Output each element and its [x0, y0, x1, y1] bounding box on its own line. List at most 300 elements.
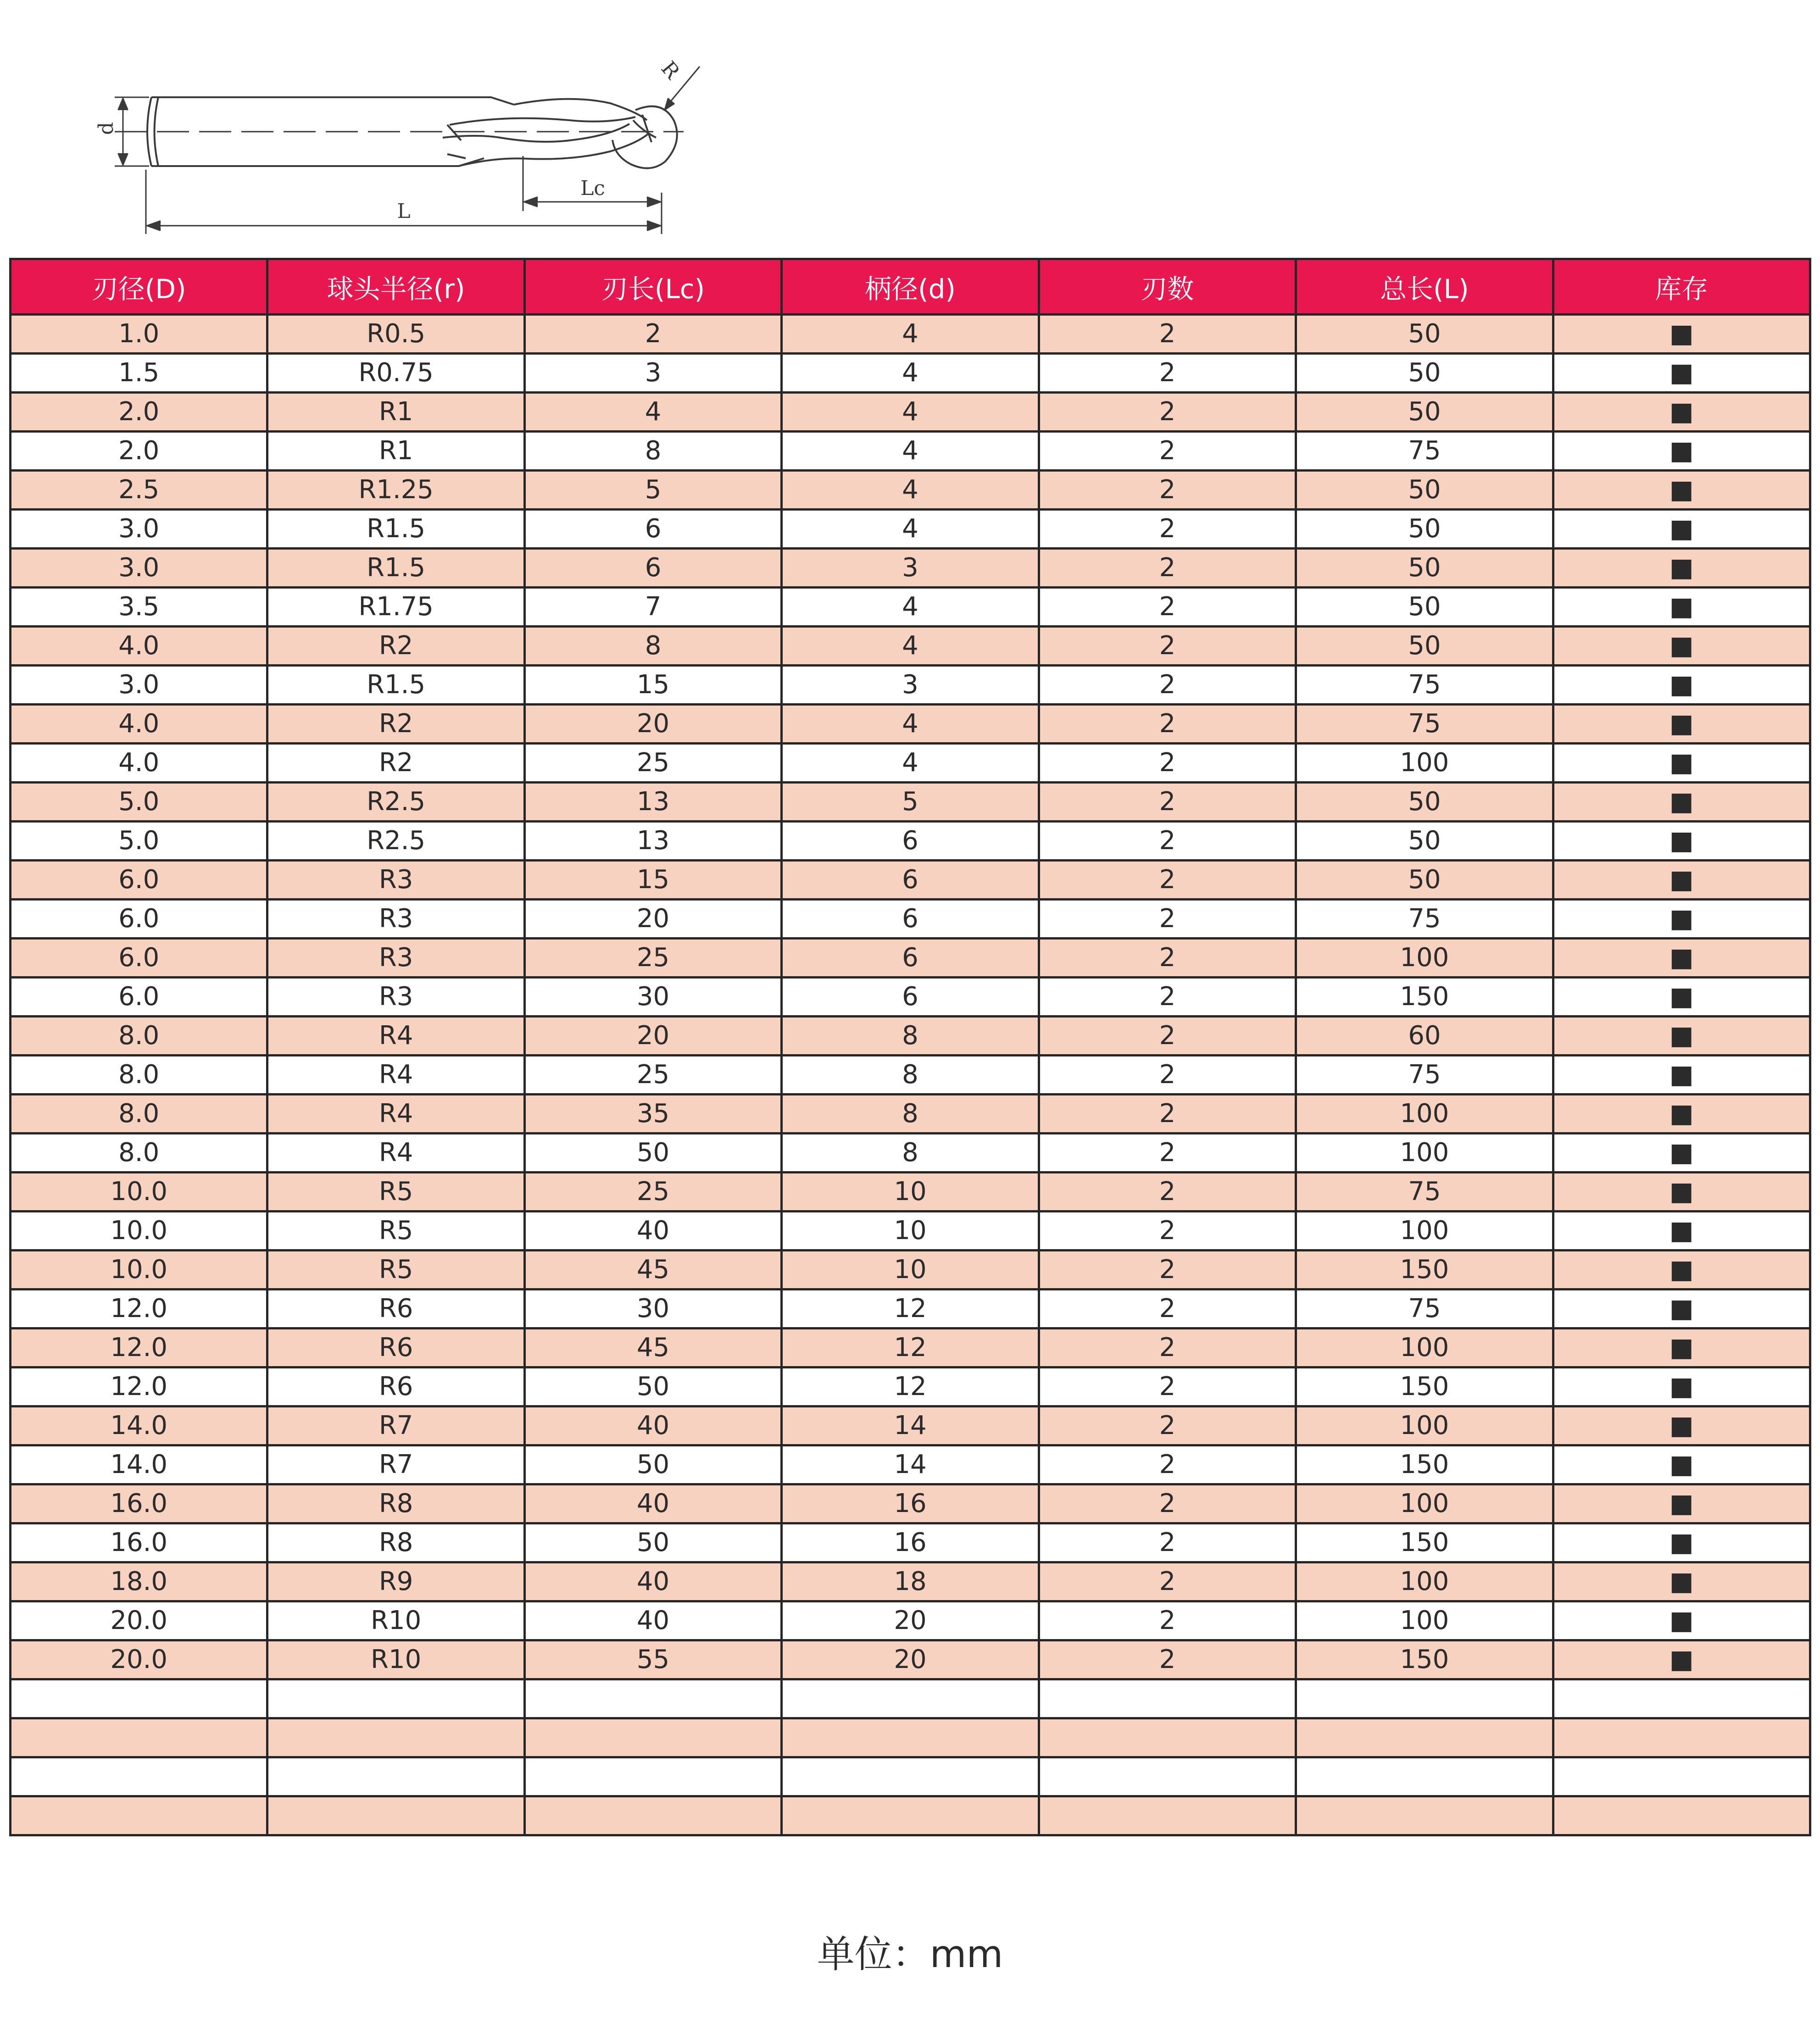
- table-row: [11, 1095, 1810, 1134]
- cell-stock: ■: [1553, 1601, 1810, 1640]
- cell-ball-radius: R2: [267, 627, 524, 666]
- cell-shank-diameter: 6: [782, 939, 1039, 978]
- flute-lower: [443, 124, 649, 166]
- cell-shank-diameter: 4: [782, 588, 1039, 627]
- table-row: [11, 822, 1810, 861]
- cell-ball-radius: R2: [267, 744, 524, 783]
- cell-blade-length: 6: [524, 549, 781, 588]
- cell-overall-length: 100: [1296, 1562, 1553, 1601]
- cell-blade-length: 20: [524, 705, 781, 744]
- cell-overall-length: 50: [1296, 549, 1553, 588]
- cell-shank-diameter: 8: [782, 1017, 1039, 1056]
- cell-blade-diameter: 6.0: [11, 978, 267, 1017]
- cell-ball-radius: R4: [267, 1056, 524, 1095]
- cell-blade-diameter: 3.0: [11, 666, 267, 705]
- cell-stock: ■: [1553, 783, 1810, 822]
- table-row: [11, 1601, 1810, 1640]
- cell-flute-count: 2: [1039, 432, 1296, 471]
- table-row: [11, 315, 1810, 354]
- cell-blade-diameter: 5.0: [11, 783, 267, 822]
- cell-overall-length: [1296, 1796, 1553, 1835]
- cell-stock: [1553, 1679, 1810, 1718]
- cell-flute-count: 2: [1039, 1368, 1296, 1406]
- cell-overall-length: 75: [1296, 666, 1553, 705]
- cell-shank-diameter: 10: [782, 1173, 1039, 1212]
- cell-overall-length: 50: [1296, 354, 1553, 393]
- cell-blade-length: [524, 1796, 781, 1835]
- cell-ball-radius: R5: [267, 1251, 524, 1290]
- cell-blade-length: 55: [524, 1640, 781, 1679]
- flute-edge-lines: [447, 125, 466, 158]
- cell-stock: ■: [1553, 1445, 1810, 1484]
- header-shank-diameter: 柄径(d): [782, 259, 1039, 315]
- cell-flute-count: [1039, 1757, 1296, 1796]
- table-row: [11, 354, 1810, 393]
- cell-blade-diameter: 10.0: [11, 1212, 267, 1251]
- table-row: [11, 900, 1810, 939]
- cell-blade-length: 35: [524, 1095, 781, 1134]
- cell-ball-radius: R10: [267, 1640, 524, 1679]
- cell-blade-diameter: [11, 1718, 267, 1757]
- table-row: [11, 393, 1810, 432]
- cell-blade-length: 25: [524, 744, 781, 783]
- L-arrow-right: [647, 221, 660, 230]
- cell-stock: ■: [1553, 1368, 1810, 1406]
- cell-flute-count: 2: [1039, 822, 1296, 861]
- cell-overall-length: 100: [1296, 1095, 1553, 1134]
- cell-ball-radius: R8: [267, 1523, 524, 1562]
- cell-overall-length: 150: [1296, 978, 1553, 1017]
- ball-end-inner: [633, 115, 656, 142]
- table-row: [11, 549, 1810, 588]
- cell-stock: ■: [1553, 900, 1810, 939]
- cell-shank-diameter: 6: [782, 978, 1039, 1017]
- R-arrow: [665, 98, 674, 109]
- cell-flute-count: 2: [1039, 1134, 1296, 1173]
- cell-overall-length: 150: [1296, 1640, 1553, 1679]
- cell-ball-radius: R3: [267, 861, 524, 900]
- cell-ball-radius: R3: [267, 900, 524, 939]
- table-row: [11, 939, 1810, 978]
- cell-ball-radius: R7: [267, 1406, 524, 1445]
- cell-blade-diameter: 4.0: [11, 627, 267, 666]
- cell-shank-diameter: 12: [782, 1290, 1039, 1329]
- cell-blade-length: 8: [524, 627, 781, 666]
- cell-ball-radius: R10: [267, 1601, 524, 1640]
- cell-shank-diameter: 14: [782, 1445, 1039, 1484]
- cell-blade-diameter: 12.0: [11, 1368, 267, 1406]
- cell-overall-length: 50: [1296, 315, 1553, 354]
- cell-overall-length: 50: [1296, 510, 1553, 549]
- cell-blade-length: 30: [524, 978, 781, 1017]
- cell-overall-length: 100: [1296, 1329, 1553, 1368]
- header-blade-length: 刃长(Lc): [524, 259, 781, 315]
- cell-stock: ■: [1553, 315, 1810, 354]
- cell-flute-count: [1039, 1679, 1296, 1718]
- Lc-arrow-left: [525, 197, 538, 206]
- cell-shank-diameter: 3: [782, 549, 1039, 588]
- table-row: [11, 588, 1810, 627]
- cell-overall-length: [1296, 1757, 1553, 1796]
- cell-overall-length: 60: [1296, 1017, 1553, 1056]
- cell-overall-length: [1296, 1679, 1553, 1718]
- table-row: [11, 432, 1810, 471]
- cell-flute-count: 2: [1039, 1601, 1296, 1640]
- cell-flute-count: 2: [1039, 1251, 1296, 1290]
- cell-blade-diameter: 8.0: [11, 1095, 267, 1134]
- table-row: [11, 1640, 1810, 1679]
- cell-ball-radius: R0.5: [267, 315, 524, 354]
- cell-stock: ■: [1553, 1017, 1810, 1056]
- shank-chamfer-end: [147, 97, 158, 166]
- cell-overall-length: 150: [1296, 1445, 1553, 1484]
- cell-stock: ■: [1553, 666, 1810, 705]
- cell-blade-diameter: 12.0: [11, 1329, 267, 1368]
- cell-ball-radius: R3: [267, 939, 524, 978]
- header-flute-count: 刃数: [1039, 259, 1296, 315]
- cell-blade-diameter: 3.0: [11, 549, 267, 588]
- cell-stock: ■: [1553, 1173, 1810, 1212]
- cell-stock: [1553, 1718, 1810, 1757]
- cell-ball-radius: R9: [267, 1562, 524, 1601]
- cell-blade-length: 45: [524, 1251, 781, 1290]
- cell-ball-radius: R2: [267, 705, 524, 744]
- cell-ball-radius: R0.75: [267, 354, 524, 393]
- cell-ball-radius: R1.5: [267, 549, 524, 588]
- cell-flute-count: 2: [1039, 1640, 1296, 1679]
- cell-stock: ■: [1553, 510, 1810, 549]
- cell-flute-count: 2: [1039, 978, 1296, 1017]
- table-row: [11, 1406, 1810, 1445]
- cell-ball-radius: R6: [267, 1290, 524, 1329]
- table-row: [11, 1017, 1810, 1056]
- cell-blade-length: 30: [524, 1290, 781, 1329]
- cell-shank-diameter: 4: [782, 393, 1039, 432]
- cell-blade-length: 40: [524, 1406, 781, 1445]
- table-row: [11, 1173, 1810, 1212]
- cell-blade-diameter: 3.5: [11, 588, 267, 627]
- cell-shank-diameter: 5: [782, 783, 1039, 822]
- table-row: [11, 783, 1810, 822]
- cell-shank-diameter: 4: [782, 432, 1039, 471]
- cell-blade-diameter: 10.0: [11, 1173, 267, 1212]
- header-overall-length: 总长(L): [1296, 259, 1553, 315]
- cell-ball-radius: R7: [267, 1445, 524, 1484]
- cell-flute-count: 2: [1039, 588, 1296, 627]
- cell-overall-length: 100: [1296, 744, 1553, 783]
- cell-ball-radius: R4: [267, 1017, 524, 1056]
- table-row: [11, 1796, 1810, 1835]
- cell-blade-diameter: 3.0: [11, 510, 267, 549]
- cell-overall-length: 75: [1296, 1290, 1553, 1329]
- cell-overall-length: 50: [1296, 393, 1553, 432]
- cell-stock: ■: [1553, 1056, 1810, 1095]
- cell-stock: ■: [1553, 822, 1810, 861]
- cell-overall-length: 50: [1296, 627, 1553, 666]
- table-row: [11, 1056, 1810, 1095]
- cell-stock: ■: [1553, 432, 1810, 471]
- cell-blade-diameter: 4.0: [11, 744, 267, 783]
- table-body: [11, 315, 1810, 1835]
- cell-stock: ■: [1553, 1095, 1810, 1134]
- cell-ball-radius: R1.5: [267, 510, 524, 549]
- cell-blade-diameter: 20.0: [11, 1640, 267, 1679]
- table-header-row: [11, 259, 1810, 315]
- cell-stock: ■: [1553, 1406, 1810, 1445]
- cell-overall-length: 50: [1296, 783, 1553, 822]
- cell-stock: ■: [1553, 627, 1810, 666]
- cell-ball-radius: R1: [267, 393, 524, 432]
- cell-blade-diameter: 6.0: [11, 900, 267, 939]
- cell-stock: ■: [1553, 744, 1810, 783]
- cell-overall-length: 150: [1296, 1368, 1553, 1406]
- cell-blade-length: 2: [524, 315, 781, 354]
- cell-blade-diameter: 8.0: [11, 1134, 267, 1173]
- cell-flute-count: 2: [1039, 900, 1296, 939]
- table-row: [11, 471, 1810, 510]
- cell-blade-diameter: [11, 1679, 267, 1718]
- d-label: d: [95, 122, 118, 135]
- cell-blade-length: 45: [524, 1329, 781, 1368]
- cell-blade-diameter: 5.0: [11, 822, 267, 861]
- cell-shank-diameter: 8: [782, 1056, 1039, 1095]
- cell-blade-length: 15: [524, 861, 781, 900]
- cell-ball-radius: R3: [267, 978, 524, 1017]
- cell-blade-length: 15: [524, 666, 781, 705]
- table-row: [11, 1523, 1810, 1562]
- table-row: [11, 627, 1810, 666]
- cell-flute-count: 2: [1039, 510, 1296, 549]
- table-row: [11, 1484, 1810, 1523]
- cell-blade-diameter: 14.0: [11, 1445, 267, 1484]
- cell-overall-length: 100: [1296, 1406, 1553, 1445]
- cell-flute-count: 2: [1039, 744, 1296, 783]
- cell-overall-length: 75: [1296, 705, 1553, 744]
- specification-table: [9, 258, 1811, 1836]
- table-row: [11, 1212, 1810, 1251]
- cell-flute-count: 2: [1039, 705, 1296, 744]
- cell-stock: ■: [1553, 1484, 1810, 1523]
- table-row: [11, 1329, 1810, 1368]
- cell-shank-diameter: [782, 1718, 1039, 1757]
- cell-stock: ■: [1553, 1251, 1810, 1290]
- cell-shank-diameter: 6: [782, 822, 1039, 861]
- cell-ball-radius: [267, 1718, 524, 1757]
- header-blade-diameter: 刃径(D): [11, 259, 267, 315]
- cell-shank-diameter: 16: [782, 1523, 1039, 1562]
- cell-shank-diameter: 10: [782, 1251, 1039, 1290]
- cell-flute-count: 2: [1039, 861, 1296, 900]
- cell-overall-length: [1296, 1718, 1553, 1757]
- cell-overall-length: 50: [1296, 861, 1553, 900]
- cell-blade-length: 25: [524, 1056, 781, 1095]
- cell-shank-diameter: 4: [782, 510, 1039, 549]
- cell-shank-diameter: 12: [782, 1368, 1039, 1406]
- cell-flute-count: 2: [1039, 1406, 1296, 1445]
- cell-blade-diameter: 14.0: [11, 1406, 267, 1445]
- cell-blade-length: 6: [524, 510, 781, 549]
- ball-end-mill-diagram: [0, 0, 780, 257]
- cell-shank-diameter: 4: [782, 705, 1039, 744]
- table-row: [11, 744, 1810, 783]
- cell-stock: ■: [1553, 549, 1810, 588]
- cell-blade-diameter: 1.5: [11, 354, 267, 393]
- cell-stock: ■: [1553, 1212, 1810, 1251]
- table-row: [11, 1679, 1810, 1718]
- cell-blade-diameter: [11, 1757, 267, 1796]
- cell-ball-radius: [267, 1757, 524, 1796]
- cell-blade-length: 50: [524, 1368, 781, 1406]
- cell-stock: ■: [1553, 978, 1810, 1017]
- table-row: [11, 1251, 1810, 1290]
- cell-stock: ■: [1553, 939, 1810, 978]
- cell-blade-diameter: 16.0: [11, 1523, 267, 1562]
- cell-shank-diameter: 4: [782, 354, 1039, 393]
- cell-stock: ■: [1553, 354, 1810, 393]
- cell-overall-length: 100: [1296, 1601, 1553, 1640]
- cell-overall-length: 50: [1296, 822, 1553, 861]
- cell-stock: ■: [1553, 1329, 1810, 1368]
- cell-flute-count: 2: [1039, 939, 1296, 978]
- cell-shank-diameter: 16: [782, 1484, 1039, 1523]
- cell-ball-radius: [267, 1679, 524, 1718]
- cell-overall-length: 100: [1296, 1484, 1553, 1523]
- cell-ball-radius: R1.25: [267, 471, 524, 510]
- cell-flute-count: 2: [1039, 1445, 1296, 1484]
- cell-blade-length: 7: [524, 588, 781, 627]
- cell-blade-length: 5: [524, 471, 781, 510]
- cell-ball-radius: R6: [267, 1329, 524, 1368]
- cell-shank-diameter: 8: [782, 1134, 1039, 1173]
- cell-blade-length: 40: [524, 1484, 781, 1523]
- cell-flute-count: 2: [1039, 783, 1296, 822]
- cell-overall-length: 150: [1296, 1251, 1553, 1290]
- cell-shank-diameter: 3: [782, 666, 1039, 705]
- cell-blade-diameter: 8.0: [11, 1017, 267, 1056]
- cell-flute-count: 2: [1039, 354, 1296, 393]
- cell-flute-count: 2: [1039, 1290, 1296, 1329]
- cell-shank-diameter: [782, 1679, 1039, 1718]
- cell-blade-length: 8: [524, 432, 781, 471]
- cell-blade-diameter: [11, 1796, 267, 1835]
- cell-blade-length: 13: [524, 783, 781, 822]
- cell-blade-diameter: 4.0: [11, 705, 267, 744]
- cell-blade-length: 25: [524, 1173, 781, 1212]
- cell-ball-radius: R1: [267, 432, 524, 471]
- cell-overall-length: 100: [1296, 939, 1553, 978]
- cell-stock: ■: [1553, 588, 1810, 627]
- table-row: [11, 705, 1810, 744]
- cell-blade-length: 13: [524, 822, 781, 861]
- unit-note: 单位：mm: [817, 1933, 1003, 1976]
- cell-overall-length: 75: [1296, 432, 1553, 471]
- cell-flute-count: 2: [1039, 1523, 1296, 1562]
- cell-blade-length: 4: [524, 393, 781, 432]
- cell-blade-length: 50: [524, 1445, 781, 1484]
- cell-stock: ■: [1553, 1290, 1810, 1329]
- cell-flute-count: 2: [1039, 1212, 1296, 1251]
- cell-overall-length: 100: [1296, 1212, 1553, 1251]
- cell-stock: ■: [1553, 1640, 1810, 1679]
- cell-shank-diameter: 6: [782, 900, 1039, 939]
- cell-stock: ■: [1553, 471, 1810, 510]
- cell-shank-diameter: 4: [782, 627, 1039, 666]
- cell-flute-count: [1039, 1718, 1296, 1757]
- cell-blade-length: 50: [524, 1523, 781, 1562]
- cell-blade-diameter: 2.0: [11, 432, 267, 471]
- cell-blade-length: 50: [524, 1134, 781, 1173]
- cell-overall-length: 50: [1296, 471, 1553, 510]
- cell-ball-radius: R8: [267, 1484, 524, 1523]
- table-row: [11, 978, 1810, 1017]
- cell-ball-radius: R4: [267, 1095, 524, 1134]
- cell-flute-count: 2: [1039, 1562, 1296, 1601]
- cell-stock: ■: [1553, 1523, 1810, 1562]
- cell-ball-radius: R1.75: [267, 588, 524, 627]
- cell-blade-diameter: 18.0: [11, 1562, 267, 1601]
- cell-shank-diameter: 10: [782, 1212, 1039, 1251]
- cell-flute-count: 2: [1039, 1095, 1296, 1134]
- cell-ball-radius: R6: [267, 1368, 524, 1406]
- cell-stock: ■: [1553, 861, 1810, 900]
- cell-ball-radius: R2.5: [267, 783, 524, 822]
- cell-shank-diameter: 4: [782, 471, 1039, 510]
- table-row: [11, 666, 1810, 705]
- cell-overall-length: 75: [1296, 1173, 1553, 1212]
- cell-blade-length: 25: [524, 939, 781, 978]
- cell-shank-diameter: [782, 1796, 1039, 1835]
- cell-shank-diameter: 8: [782, 1095, 1039, 1134]
- cell-flute-count: 2: [1039, 549, 1296, 588]
- cell-flute-count: 2: [1039, 627, 1296, 666]
- header-stock: 库存: [1553, 259, 1810, 315]
- table-row: [11, 1290, 1810, 1329]
- table-row: [11, 1757, 1810, 1796]
- cell-shank-diameter: 18: [782, 1562, 1039, 1601]
- cell-shank-diameter: 14: [782, 1406, 1039, 1445]
- table-row: [11, 1445, 1810, 1484]
- cell-flute-count: [1039, 1796, 1296, 1835]
- Lc-arrow-right: [647, 197, 660, 206]
- cell-blade-diameter: 6.0: [11, 861, 267, 900]
- cell-stock: [1553, 1796, 1810, 1835]
- cell-blade-diameter: 16.0: [11, 1484, 267, 1523]
- cell-stock: ■: [1553, 1134, 1810, 1173]
- cell-blade-diameter: 12.0: [11, 1290, 267, 1329]
- cell-ball-radius: R5: [267, 1212, 524, 1251]
- cell-shank-diameter: 20: [782, 1601, 1039, 1640]
- Lc-label: Lc: [580, 177, 605, 200]
- cell-blade-diameter: 20.0: [11, 1601, 267, 1640]
- table-row: [11, 861, 1810, 900]
- table-row: [11, 1718, 1810, 1757]
- cell-ball-radius: R2.5: [267, 822, 524, 861]
- cell-ball-radius: R4: [267, 1134, 524, 1173]
- L-arrow-left: [148, 221, 161, 230]
- cell-blade-length: 40: [524, 1601, 781, 1640]
- cell-shank-diameter: [782, 1757, 1039, 1796]
- cell-blade-diameter: 6.0: [11, 939, 267, 978]
- cell-flute-count: 2: [1039, 1173, 1296, 1212]
- table-row: [11, 510, 1810, 549]
- header-ball-radius: 球头半径(r): [267, 259, 524, 315]
- table-row: [11, 1562, 1810, 1601]
- cell-blade-diameter: 2.0: [11, 393, 267, 432]
- cell-overall-length: 100: [1296, 1134, 1553, 1173]
- cell-blade-length: 20: [524, 1017, 781, 1056]
- flute-upper: [450, 99, 647, 125]
- cell-blade-length: 40: [524, 1212, 781, 1251]
